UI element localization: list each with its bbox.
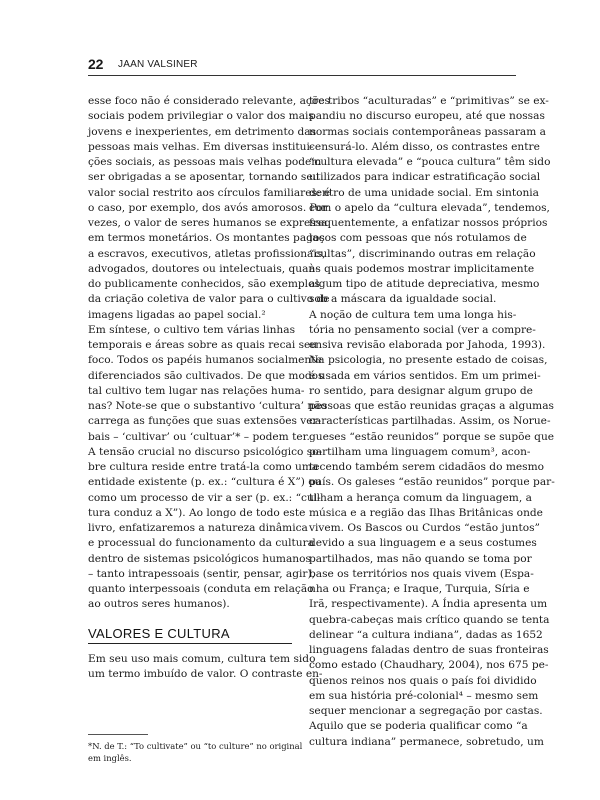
body-text-line: normas sociais contemporâneas passaram a bbox=[309, 125, 546, 138]
body-text-line: livro, enfatizaremos a natureza dinâmica bbox=[88, 522, 308, 534]
footnote bbox=[88, 740, 303, 764]
body-text-line: jovens e inexperientes, em detrimento das bbox=[88, 125, 317, 138]
body-text-line: Irã, respectivamente). A Índia apresenta um bbox=[309, 598, 548, 611]
body-text-line: pessoas que estão reunidas graças a algumas bbox=[309, 400, 554, 412]
body-text-line: temporais e áreas sobre as quais recai seu bbox=[88, 339, 318, 351]
body-text-line: ções sociais, as pessoas mais velhas podem bbox=[88, 156, 322, 168]
body-text-line: Em seu uso mais comum, cultura tem sido bbox=[88, 653, 316, 665]
body-text-line: vezes, o valor de seres humanos se expressa bbox=[88, 217, 328, 229]
body-text-line: ser obrigadas a se aposentar, tornando seu bbox=[88, 171, 320, 184]
body-text-line: pandiu no discurso europeu, até que nossas bbox=[309, 110, 545, 123]
body-text-line: tura conduz a X”). Ao longo de todo este bbox=[88, 506, 306, 519]
body-text-line: bais – ‘cultivar’ ou ‘cultuar’* – podem ter. bbox=[88, 430, 310, 443]
body-text-line: – tanto intrapessoais (sentir, pensar, agir), bbox=[88, 567, 315, 580]
body-text-line: quanto interpessoais (conduta em relação bbox=[88, 583, 314, 595]
body-text-line: censurá-lo. Além disso, os contrastes entre bbox=[309, 140, 540, 153]
right-column bbox=[309, 94, 555, 750]
page-number: 22 bbox=[88, 56, 104, 72]
body-text-line: cultura indiana” permanece, sobretudo, um bbox=[309, 735, 544, 748]
body-text-line: utilizados para indicar estratificação social bbox=[309, 171, 541, 184]
body-text-line: tória no pensamento social (ver a compre- bbox=[309, 323, 536, 336]
body-text-line: delinear “a cultura indiana”, dadas as 1652 bbox=[309, 628, 543, 641]
body-text-line: ensiva revisão elaborada por Jahoda, 1993). bbox=[309, 339, 546, 351]
body-text-line: quebra-cabeças mais crítico quando se tenta bbox=[309, 613, 550, 626]
body-text-line: tal cultivo tem lugar nas relações huma- bbox=[88, 384, 305, 397]
body-text-line: laços com pessoas que nós rotulamos de bbox=[309, 232, 527, 245]
body-text-line: pessoas mais velhas. Em diversas institui- bbox=[88, 140, 314, 153]
body-text-line: advogados, doutores ou intelectuais, quan- bbox=[88, 262, 319, 275]
page-header bbox=[88, 56, 516, 76]
body-text-line: Na psicologia, no presente estado de coisas, bbox=[309, 354, 548, 367]
body-text-line: às quais podemos mostrar implicitamente bbox=[309, 262, 535, 275]
body-text-line: sequer mencionar a segregação por castas. bbox=[309, 705, 543, 717]
body-text-line: “cultura elevada” e “pouca cultura” têm sido bbox=[309, 156, 551, 168]
body-text-line: em sua história pré-colonial⁴ – mesmo sem bbox=[309, 689, 539, 702]
body-text-line: tre tribos “aculturadas” e “primitivas” se ex- bbox=[309, 95, 549, 107]
body-text-line: diferenciados são cultivados. De que modos bbox=[88, 369, 324, 382]
section-body bbox=[88, 652, 323, 683]
section-heading: VALORES E CULTURA bbox=[88, 626, 230, 641]
body-text-line: nas? Note-se que o substantivo ‘cultura’ não bbox=[88, 400, 327, 412]
body-text-line: a escravos, executivos, atletas profissionais, bbox=[88, 247, 326, 260]
body-text-line: “cultas”, discriminando outras em relação bbox=[309, 247, 536, 260]
body-text-line: em termos monetários. Os montantes pagos bbox=[88, 232, 325, 245]
body-text-line: o caso, por exemplo, dos avós amorosos. Por bbox=[88, 201, 328, 214]
body-text-line: partilhados, mas não quando se toma por bbox=[309, 552, 532, 565]
body-text-line: quenos reinos nos quais o país foi dividido bbox=[309, 674, 537, 687]
body-text-line: um termo imbuído de valor. O contraste en- bbox=[88, 668, 323, 681]
body-text-line: frequentemente, a enfatizar nossos próprios bbox=[309, 217, 548, 229]
body-text-line: como estado (Chaudhary, 2004), nos 675 pe- bbox=[309, 659, 549, 672]
body-text-line: tilham a herança comum da linguagem, a bbox=[309, 491, 532, 504]
section-heading-rule bbox=[88, 643, 292, 644]
body-text-line: gueses “estão reunidos” porque se supõe que bbox=[309, 430, 555, 443]
body-text-line: é usada em vários sentidos. Em um primei- bbox=[309, 369, 541, 382]
body-text-line: ro sentido, para designar algum grupo de bbox=[309, 384, 533, 397]
body-text-line: valor social restrito aos círculos familiares: é bbox=[88, 186, 331, 199]
left-column bbox=[88, 94, 331, 613]
body-text-line: e processual do funcionamento da cultura bbox=[88, 537, 314, 550]
body-text-line: A tensão crucial no discurso psicológico so- bbox=[88, 445, 323, 458]
body-text-line: do publicamente conhecidos, são exemplos bbox=[88, 278, 320, 290]
body-text-line: partilham uma linguagem comum³, acon- bbox=[309, 445, 531, 458]
body-text-line: linguagens faladas dentro de suas fronteiras bbox=[309, 644, 549, 656]
header-rule bbox=[88, 75, 516, 76]
body-text-line: base os territórios nos quais vivem (Espa- bbox=[309, 567, 534, 580]
footnote-line: em inglês. bbox=[88, 753, 132, 763]
body-text-line: país. Os galeses “estão reunidos” porque par- bbox=[309, 476, 555, 489]
body-text-line: foco. Todos os papéis humanos socialmente bbox=[88, 354, 322, 367]
body-text-line: nha ou França; e Iraque, Turquia, Síria e bbox=[309, 583, 530, 595]
body-text-line: imagens ligadas ao papel social.² bbox=[88, 308, 266, 321]
body-text-line: da criação coletiva de valor para o cultivo de bbox=[88, 293, 330, 306]
body-text-line: com o apelo da “cultura elevada”, tendemos, bbox=[309, 201, 550, 214]
body-text-line: dentro de uma unidade social. Em sintonia bbox=[309, 186, 539, 199]
body-text-line: A noção de cultura tem uma longa his- bbox=[309, 308, 517, 321]
body-text-line: bre cultura reside entre tratá-la como uma bbox=[88, 461, 319, 473]
body-text-line: características partilhadas. Assim, os Norue- bbox=[309, 415, 551, 428]
body-text-line: sob a máscara da igualdade social. bbox=[309, 293, 497, 306]
body-text-line: ao outros seres humanos). bbox=[88, 598, 230, 611]
footnote-rule bbox=[88, 734, 148, 735]
body-text-line: sociais podem privilegiar o valor dos mais bbox=[88, 110, 314, 123]
running-head-author: JAAN VALSINER bbox=[118, 59, 198, 70]
body-text-line: entidade existente (p. ex.: “cultura é X”) ou bbox=[88, 476, 322, 489]
body-text-line: carrega as funções que suas extensões ver- bbox=[88, 415, 322, 428]
body-text-line: devido a sua linguagem e a seus costumes bbox=[309, 537, 537, 550]
body-text-line: Aquilo que se poderia qualificar como “a bbox=[309, 720, 528, 733]
body-text-line: vivem. Os Bascos ou Curdos “estão juntos” bbox=[309, 522, 540, 534]
body-text-line: dentro de sistemas psicológicos humanos bbox=[88, 552, 311, 565]
body-text-line: música e a região das Ilhas Britânicas onde bbox=[309, 506, 543, 519]
body-text-line: Em síntese, o cultivo tem várias linhas bbox=[88, 323, 296, 336]
body-text-line: tecendo também serem cidadãos do mesmo bbox=[309, 461, 545, 473]
body-text-line: algum tipo de atitude depreciativa, mesmo bbox=[309, 278, 540, 290]
body-text-line: como um processo de vir a ser (p. ex.: “cul- bbox=[88, 491, 321, 504]
footnote-line: *N. de T.: “To cultivate” ou “to culture” no original bbox=[88, 741, 303, 751]
body-text-line: esse foco não é considerado relevante, ações bbox=[88, 95, 330, 107]
